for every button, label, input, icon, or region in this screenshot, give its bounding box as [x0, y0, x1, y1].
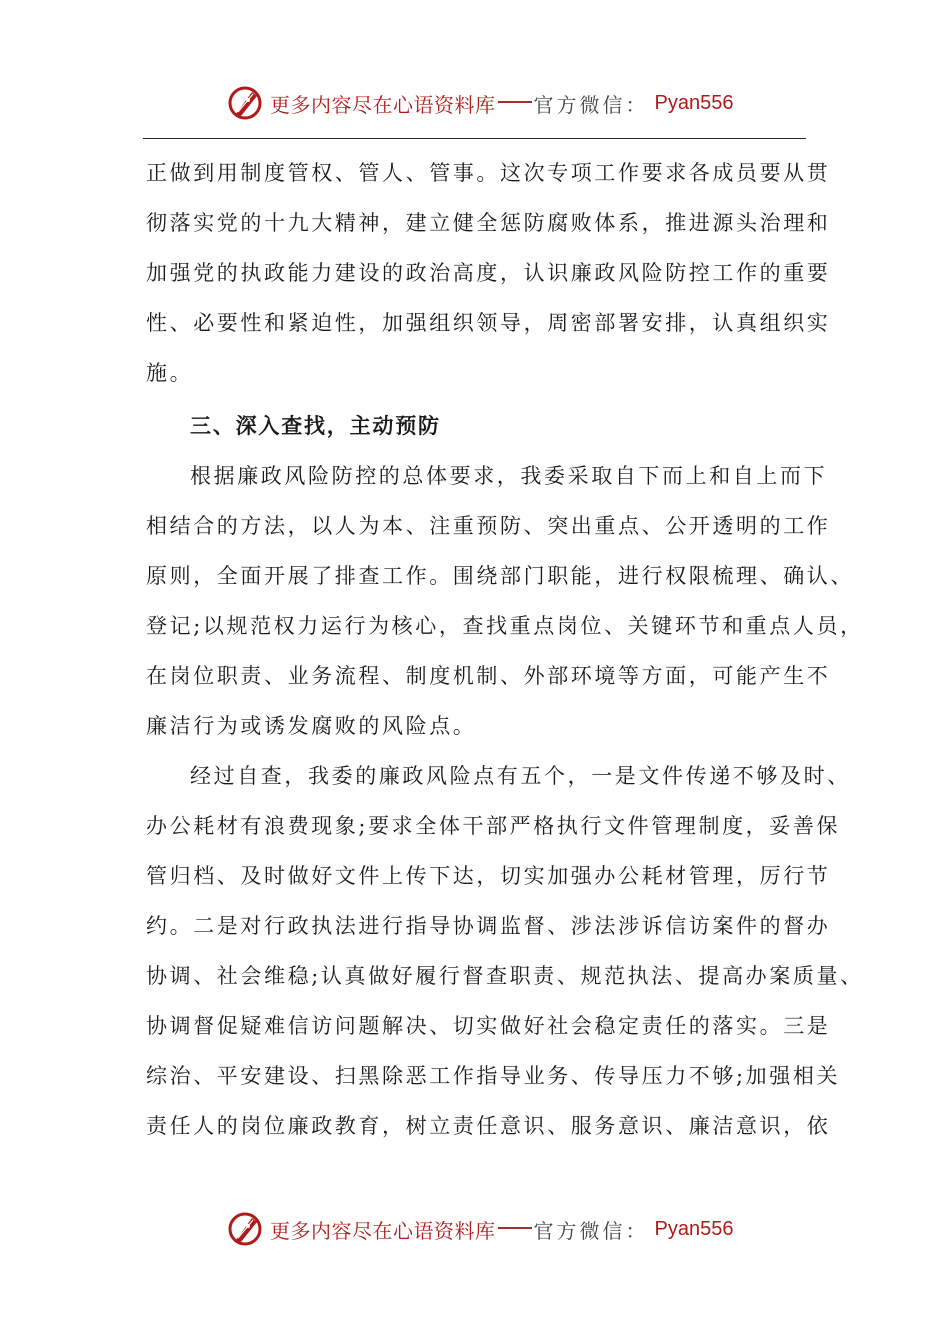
section-heading: 三、深入查找，主动预防	[190, 414, 441, 438]
paragraph-search	[146, 451, 864, 751]
text-line: 根据廉政风险防控的总体要求，我委采取自下而上和自上而下	[190, 464, 828, 488]
paragraph-continued	[146, 148, 831, 398]
text-line: 原则，全面开展了排查工作。围绕部门职能，进行权限梳理、确认、	[146, 564, 854, 588]
header-divider	[143, 138, 806, 139]
text-line: 综治、平安建设、扫黑除恶工作指导业务、传导压力不够;加强相关	[146, 1064, 841, 1088]
banner-wechat-id: Pyan556	[654, 1217, 734, 1240]
text-line: 约。二是对行政执法进行指导协调监督、涉法涉诉信访案件的督办	[146, 914, 831, 938]
banner-official-label: 官方微信：	[533, 92, 649, 117]
text-line: 协调、社会维稳;认真做好履行督查职责、规范执法、提高办案质量、	[146, 964, 864, 988]
banner-dash	[498, 101, 532, 103]
text-line: 在岗位职责、业务流程、制度机制、外部环境等方面，可能产生不	[146, 664, 831, 688]
text-line: 管归档、及时做好文件上传下达，切实加强办公耗材管理，厉行节	[146, 864, 831, 888]
banner-dash	[498, 1227, 532, 1229]
text-line: 经过自查，我委的廉政风险点有五个，一是文件传递不够及时、	[190, 764, 851, 788]
banner-official-label: 官方微信：	[533, 1218, 649, 1243]
text-line: 正做到用制度管权、管人、管事。这次专项工作要求各成员要从贯	[146, 161, 831, 185]
text-line: 廉洁行为或诱发腐败的风险点。	[146, 714, 477, 738]
text-line: 办公耗材有浪费现象;要求全体干部严格执行文件管理制度，妥善保	[146, 814, 841, 838]
footer-watermark-banner	[226, 1206, 733, 1252]
text-line: 登记;以规范权力运行为核心，查找重点岗位、关键环节和重点人员，	[146, 614, 864, 638]
text-line: 施。	[146, 361, 194, 385]
pen-nib-logo-icon	[226, 83, 266, 123]
text-line: 彻落实党的十九大精神，建立健全惩防腐败体系，推进源头治理和	[146, 211, 831, 235]
document-body	[146, 148, 864, 1151]
text-line: 加强党的执政能力建设的政治高度，认识廉政风险防控工作的重要	[146, 261, 831, 285]
header-watermark-banner	[226, 80, 733, 126]
banner-site-name: 更多内容尽在心语资料库	[270, 92, 496, 117]
banner-wechat-id: Pyan556	[654, 91, 734, 114]
text-line: 性、必要性和紧迫性，加强组织领导，周密部署安排，认真组织实	[146, 311, 831, 335]
text-line: 相结合的方法，以人为本、注重预防、突出重点、公开透明的工作	[146, 514, 831, 538]
banner-site-name: 更多内容尽在心语资料库	[270, 1218, 496, 1243]
pen-nib-logo-icon	[226, 1209, 266, 1249]
text-line: 协调督促疑难信访问题解决、切实做好社会稳定责任的落实。三是	[146, 1014, 831, 1038]
paragraph-findings	[146, 751, 864, 1151]
text-line: 责任人的岗位廉政教育，树立责任意识、服务意识、廉洁意识，依	[146, 1114, 831, 1138]
